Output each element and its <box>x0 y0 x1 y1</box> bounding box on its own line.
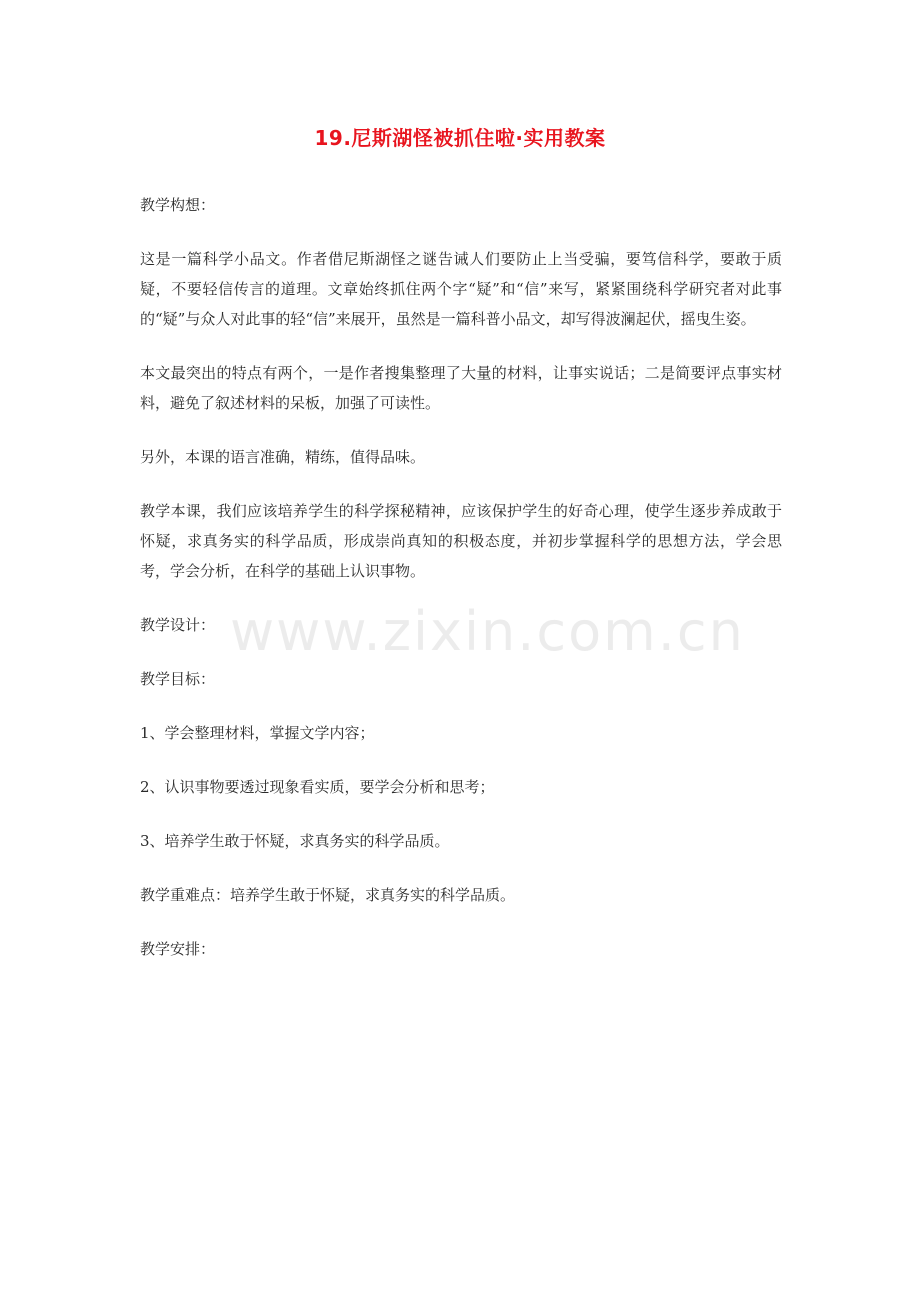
objective-item-1: 1、学会整理材料，掌握文学内容； <box>140 724 375 742</box>
document-title: 19.尼斯湖怪被抓住啦·实用教案 <box>314 126 606 150</box>
objective-item-3: 3、培养学生敢于怀疑，求真务实的科学品质。 <box>140 832 450 850</box>
paragraph-key-points: 教学重难点：培养学生敢于怀疑，求真务实的科学品质。 <box>140 886 516 904</box>
heading-teaching-design: 教学设计： <box>140 616 216 634</box>
paragraph-teaching-goal: 教学本课，我们应该培养学生的科学探秘精神，应该保护学生的好奇心理，使学生逐步养成敢于怀疑，求真务实的科学品质，形成崇尚真知的积极态度，并初步掌握科学的思想方法，学会思考，学会分析，在科学的基础上认识事物。 <box>140 502 782 580</box>
heading-teaching-arrangement: 教学安排： <box>140 940 216 958</box>
paragraph-features: 本文最突出的特点有两个，一是作者搜集整理了大量的材料，让事实说话；二是简要评点事实材料，避免了叙述材料的呆板，加强了可读性。 <box>140 364 782 412</box>
watermark: www.zixin.com.cn <box>230 600 745 663</box>
paragraph-language: 另外，本课的语言准确，精练，值得品味。 <box>140 448 426 466</box>
heading-teaching-concept: 教学构想： <box>140 196 216 214</box>
heading-teaching-objectives: 教学目标： <box>140 670 216 688</box>
objective-item-2: 2、认识事物要透过现象看实质，要学会分析和思考； <box>140 778 495 796</box>
paragraph-intro: 这是一篇科学小品文。作者借尼斯湖怪之谜告诫人们要防止上当受骗，要笃信科学，要敢于质疑，不要轻信传言的道理。文章始终抓住两个字“疑”和“信”来写，紧紧围绕科学研究者对此事的“疑”与众人对此事的轻“信”来展开，虽然是一篇科普小品文，却写得波澜起伏，摇曳生姿。 <box>140 250 782 328</box>
document-body <box>140 190 782 988</box>
